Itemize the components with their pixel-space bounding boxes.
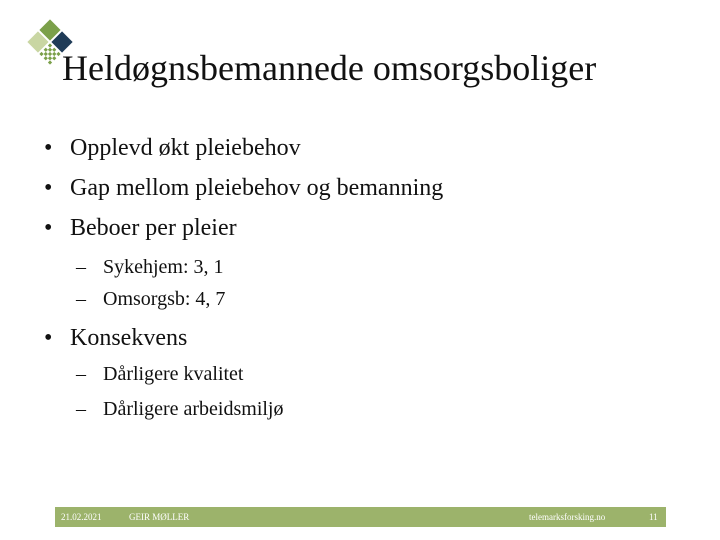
- dash-icon: –: [76, 256, 86, 278]
- bullet-text: Konsekvens: [70, 325, 188, 351]
- bullet-icon: •: [44, 215, 53, 241]
- bullet-icon: •: [44, 325, 53, 351]
- bullet-text: Beboer per pleier: [70, 215, 237, 241]
- sub-bullet-text: Dårligere arbeidsmiljø: [103, 398, 284, 420]
- slide-footer: [55, 507, 666, 527]
- bullet-icon: •: [44, 135, 53, 161]
- bullet-text: Gap mellom pleiebehov og bemanning: [70, 175, 444, 201]
- dash-icon: –: [76, 363, 86, 385]
- slide-title: Heldøgnsbemannede omsorgsboliger: [62, 48, 597, 88]
- sub-bullet-text: Dårligere kvalitet: [103, 363, 244, 385]
- sub-bullet-text: Omsorgsb: 4, 7: [103, 288, 226, 310]
- bullet-icon: •: [44, 175, 53, 201]
- sub-bullet-text: Sykehjem: 3, 1: [103, 256, 224, 278]
- footer-website: telemarksforsking.no: [529, 512, 606, 522]
- dash-icon: –: [76, 288, 86, 310]
- footer-date: 21.02.2021: [61, 512, 102, 522]
- footer-page-number: 11: [649, 512, 658, 522]
- footer-author: GEIR MØLLER: [129, 512, 190, 522]
- dash-icon: –: [76, 398, 86, 420]
- bullet-text: Opplevd økt pleiebehov: [70, 135, 301, 161]
